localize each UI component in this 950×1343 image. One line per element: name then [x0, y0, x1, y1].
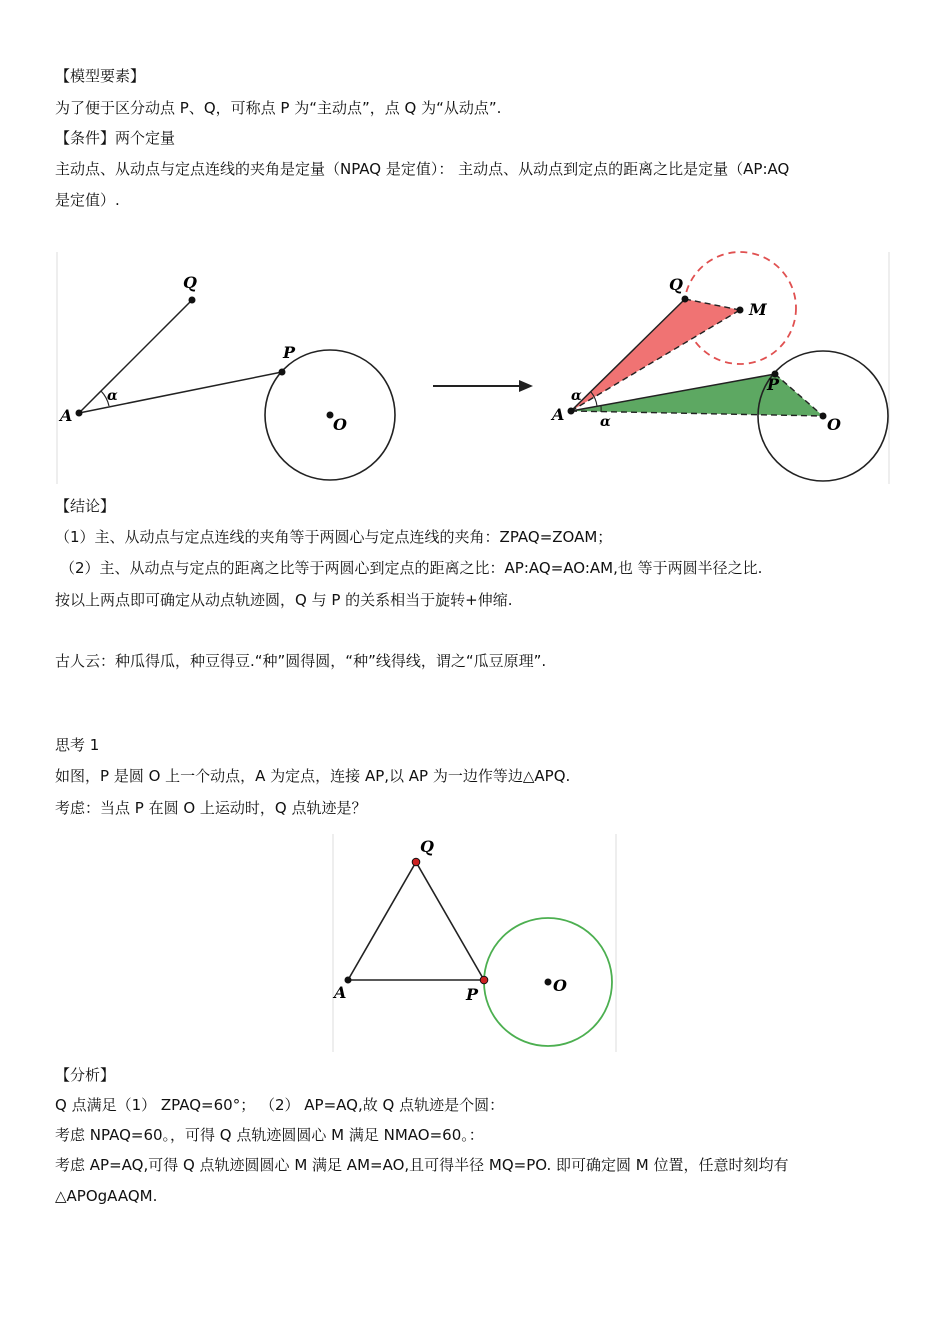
conclusion-summary: 按以上两点即可确定从动点轨迹圆，Q 与 P 的关系相当于旋转+伸缩. — [55, 591, 513, 609]
proverb: 古人云：种瓜得瓜，种豆得豆.“种”圆得圆，“种”线得线，谓之“瓜豆原理”. — [55, 652, 547, 670]
label-M: M — [749, 300, 767, 319]
model-heading: 【模型要素】 — [55, 67, 146, 85]
label-O-right: O — [827, 415, 841, 434]
point-A — [76, 410, 83, 417]
segment-AQ — [348, 862, 416, 980]
point-P — [279, 369, 286, 376]
label-Q-right: Q — [669, 275, 683, 294]
think-title: 思考 1 — [55, 736, 100, 754]
conclusion-item-1: （1）主、从动点与定点连线的夹角等于两圆心与定点连线的夹角：ZPAQ=ZOAM； — [55, 528, 613, 546]
analysis-line-1: Q 点满足（1） ZPAQ=60°； （2） AP=AQ,故 Q 点轨迹是个圆： — [55, 1096, 505, 1114]
analysis-line-4: △APOgAAQM. — [55, 1187, 158, 1205]
label-O: O — [553, 976, 567, 995]
label-A: A — [60, 406, 73, 425]
label-A-right: A — [552, 405, 565, 424]
label-Q: Q — [183, 273, 197, 292]
figure-1-principle-diagram — [55, 248, 895, 488]
analysis-line-2: 考虑 NPAQ=60。，可得 Q 点轨迹圆圆心 M 满足 NMAO=60。： — [55, 1126, 484, 1144]
analysis-line-3: 考虑 AP=AQ,可得 Q 点轨迹圆圆心 M 满足 AM=AO,且可得半径 MQ=PO. 即可确定圆 M 位置，任意时刻均有 — [55, 1156, 789, 1174]
segment-AQ — [79, 300, 192, 413]
point-Q — [412, 858, 420, 866]
think-question: 考虑：当点 P 在圆 O 上运动时，Q 点轨迹是？ — [55, 799, 367, 817]
point-Q — [189, 297, 196, 304]
point-P — [480, 976, 488, 984]
conditions-line-2: 是定值）. — [55, 191, 120, 209]
point-O — [545, 979, 552, 986]
label-P-right: P — [767, 375, 780, 394]
conclusion-heading: 【结论】 — [55, 497, 116, 515]
conditions-line-1: 主动点、从动点与定点连线的夹角是定量（NPAQ 是定值）： 主动点、从动点到定点的距离之比是定量（AP:AQ — [55, 160, 790, 178]
conclusion-item-2: （2）主、从动点与定点的距离之比等于两圆心到定点的距离之比：AP:AQ=AO:AM,也 等于两圆半径之比. — [60, 559, 763, 577]
model-intro: 为了便于区分动点 P、Q，可称点 P 为“主动点”，点 Q 为“从动点”. — [55, 99, 502, 117]
figure-2-equilateral-triangle — [330, 832, 620, 1054]
label-P: P — [466, 985, 479, 1004]
label-P: P — [283, 343, 296, 362]
arrow-head-icon — [519, 380, 533, 392]
segment-QP — [416, 862, 484, 980]
label-alpha: α — [107, 388, 118, 404]
conditions-heading: 【条件】两个定量 — [55, 129, 176, 147]
think-problem: 如图，P 是圆 O 上一个动点，A 为定点，连接 AP,以 AP 为一边作等边△APQ. — [55, 767, 571, 785]
label-alpha-bottom: α — [600, 414, 611, 430]
label-A: A — [334, 983, 347, 1002]
label-Q: Q — [420, 837, 434, 856]
label-O: O — [333, 415, 347, 434]
analysis-heading: 【分析】 — [55, 1066, 116, 1084]
label-alpha-top: α — [571, 388, 582, 404]
